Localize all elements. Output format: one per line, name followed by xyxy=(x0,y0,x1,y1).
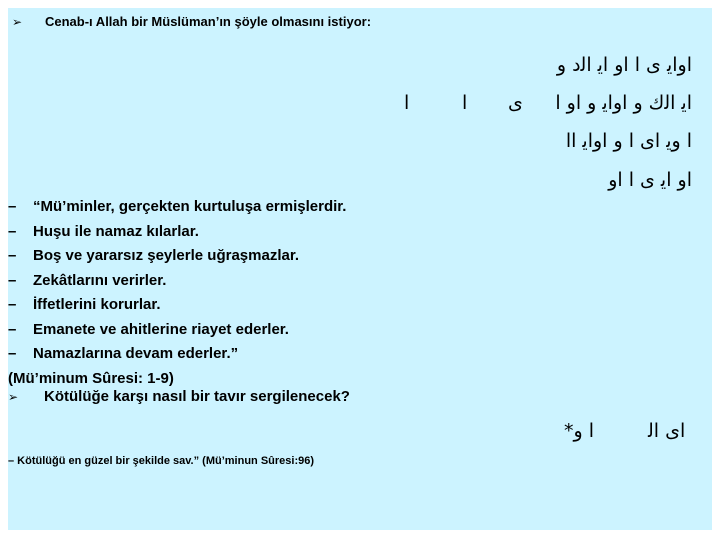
dash-marker: – xyxy=(8,247,17,264)
dash-marker: – xyxy=(8,271,17,289)
dash-marker: – xyxy=(8,320,17,338)
dash-marker: – xyxy=(8,222,17,240)
list-item xyxy=(8,318,346,343)
list-item xyxy=(8,195,346,220)
list-item-text: Zekâtlarını verirler. xyxy=(33,271,167,289)
list-item xyxy=(8,244,346,269)
list-item-text: Namazlarına devam ederler.” xyxy=(33,345,239,362)
arabic-fragment-2: ا xyxy=(462,92,468,114)
question-line xyxy=(8,388,350,405)
list-item xyxy=(8,220,346,245)
verse-note: – Kötülüğü en güzel bir şekilde sav.” (Mü’minun Sûresi:96) xyxy=(8,455,315,467)
arabic-verse-line-2: ﺍﻳ ﺍﻟﻙ ﻭ اوﺍﻳ ﻭ او ﺍ xyxy=(555,92,692,114)
dash-marker: – xyxy=(8,345,17,362)
arabic-verse-line-3: ا ﻭﻳ ﺍی ا ﻭ اوﺍﻳ ﺍﺍ xyxy=(565,130,692,152)
list-item xyxy=(8,269,346,294)
arabic-bottom-right: ﺍی ﺍﻟ xyxy=(648,420,686,442)
arabic-bottom-mid: *ا ﻭ xyxy=(564,420,594,442)
list-item-text: Huşu ile namaz kılarlar. xyxy=(33,222,199,240)
list-item-text: Boş ve yararsız şeylerle uğraşmazlar. xyxy=(33,247,300,264)
bullet-arrow-icon: ➢ xyxy=(8,390,19,404)
list-item xyxy=(8,293,346,318)
list-item-text: İffetlerini korurlar. xyxy=(33,296,161,313)
list-item-text: “Mü’minler, gerçekten kurtuluşa ermişlerdir. xyxy=(33,198,347,215)
arabic-verse-line-4: او ﺍﻳ ی ا او xyxy=(608,169,692,191)
dash-marker: – xyxy=(8,198,17,215)
list-item-text: Emanete ve ahitlerine riayet ederler. xyxy=(33,320,289,338)
arabic-fragment-3: ا xyxy=(404,92,410,114)
list-item xyxy=(8,342,346,367)
slide-background xyxy=(8,8,712,530)
arabic-verse-line-1: اوﺍﻳ ی ا او ﺍﻳ ﺍﻟﺩ ﻭ xyxy=(556,54,692,76)
verse-source: (Mü’minum Sûresi: 1-9) xyxy=(8,369,174,387)
slide-heading: Cenab-ı Allah bir Müslüman’ın şöyle olmasını istiyor: xyxy=(45,14,372,29)
verse-translation-list xyxy=(8,195,346,391)
dash-marker: – xyxy=(8,296,17,313)
bullet-arrow-icon: ➢ xyxy=(12,15,23,29)
arabic-fragment-1: ی xyxy=(508,92,523,114)
question-text: Kötülüğe karşı nasıl bir tavır sergilenecek? xyxy=(44,388,350,405)
